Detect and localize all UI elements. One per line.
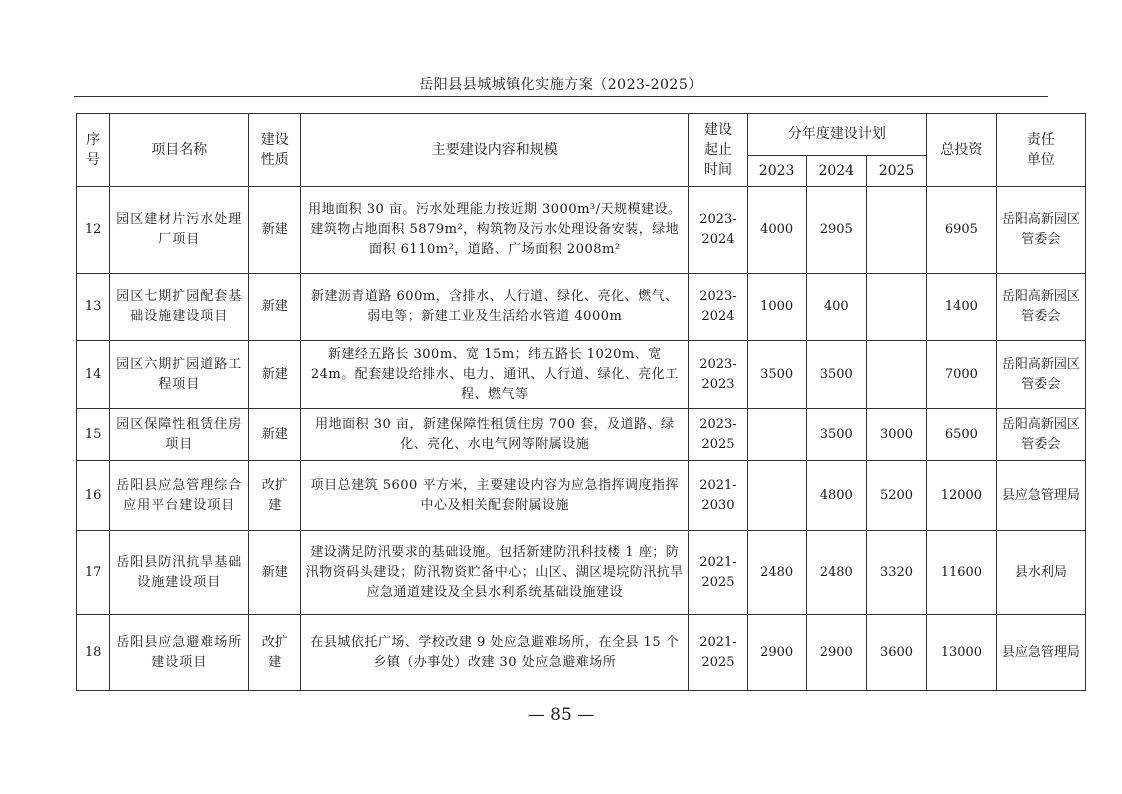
row-project-name: 园区七期扩园配套基础设施建设项目	[110, 274, 249, 341]
row-project-name: 园区建材片污水处理厂项目	[110, 187, 249, 274]
row-content: 项目总建筑 5600 平方米，主要建设内容为应急指挥调度指挥中心及相关配套附属设施	[301, 461, 689, 531]
header-rule	[74, 96, 1048, 97]
row-2025: 3320	[866, 531, 926, 615]
table-row	[77, 341, 1086, 409]
table-row	[77, 274, 1086, 341]
row-content: 在县城依托广场、学校改建 9 处应急避难场所，在全县 15 个乡镇（办事处）改建 30 处应急避难场所	[301, 615, 689, 691]
header-unit: 责任单位	[996, 114, 1085, 187]
row-type-text: 改扩建	[261, 634, 288, 670]
row-period: 2021-2030	[689, 461, 747, 531]
row-seq: 18	[77, 615, 110, 691]
row-2024: 3500	[806, 409, 866, 461]
row-2024: 2480	[806, 531, 866, 615]
row-period: 2023-2025	[689, 409, 747, 461]
header-content: 主要建设内容和规模	[301, 114, 689, 187]
row-2023: 2480	[747, 531, 806, 615]
row-2024: 400	[806, 274, 866, 341]
row-2024: 2905	[806, 187, 866, 274]
row-type: 新建	[249, 187, 301, 274]
row-content: 用地面积 30 亩，新建保障性租赁住房 700 套，及道路、绿化、亮化、水电气网等附属设施	[301, 409, 689, 461]
row-type-text: 改扩建	[261, 477, 288, 513]
row-2025	[866, 341, 926, 409]
row-period: 2023-2024	[689, 274, 747, 341]
row-seq: 12	[77, 187, 110, 274]
row-unit: 岳阳高新园区管委会	[996, 341, 1085, 409]
row-total: 1400	[927, 274, 997, 341]
header-total: 总投资	[927, 114, 997, 187]
row-2023: 3500	[747, 341, 806, 409]
row-seq: 16	[77, 461, 110, 531]
row-project-name: 岳阳县应急避难场所建设项目	[110, 615, 249, 691]
row-project-name: 岳阳县防汛抗旱基础设施建设项目	[110, 531, 249, 615]
header-type: 建设性质	[249, 114, 301, 187]
header-period: 建设起止时间	[689, 114, 747, 187]
header-annual-plan: 分年度建设计划	[747, 114, 927, 156]
document-header-title: 岳阳县县城城镇化实施方案（2023-2025）	[419, 77, 703, 93]
construction-plan-table	[76, 113, 1086, 691]
row-period: 2023-2023	[689, 341, 747, 409]
row-2023: 4000	[747, 187, 806, 274]
row-content: 建设满足防汛要求的基础设施。包括新建防汛科技楼 1 座；防汛物资码头建设；防汛物资贮备中心；山区、湖区堤垸防汛抗旱应急通道建设及全县水利系统基础设施建设	[301, 531, 689, 615]
table-row	[77, 409, 1086, 461]
row-content: 用地面积 30 亩。污水处理能力按近期 3000m³/天规模建设。建筑物占地面积 5879m²，构筑物及污水处理设备安装，绿地面积 6110m²，道路、广场面积 2008m²	[301, 187, 689, 274]
row-content: 新建经五路长 300m、宽 15m；纬五路长 1020m、宽 24m。配套建设给排水、电力、通讯、人行道、绿化、亮化工程、燃气等	[301, 341, 689, 409]
row-period: 2021-2025	[689, 615, 747, 691]
row-unit: 县水利局	[996, 531, 1085, 615]
row-seq: 13	[77, 274, 110, 341]
row-period: 2023-2024	[689, 187, 747, 274]
row-2025: 5200	[866, 461, 926, 531]
row-project-name: 岳阳县应急管理综合应用平台建设项目	[110, 461, 249, 531]
row-2023	[747, 409, 806, 461]
row-type: 新建	[249, 409, 301, 461]
page-number: — 85 —	[527, 705, 595, 725]
row-unit: 岳阳高新园区管委会	[996, 409, 1085, 461]
row-2024: 3500	[806, 341, 866, 409]
row-type	[249, 461, 301, 531]
row-total: 6500	[927, 409, 997, 461]
row-type: 新建	[249, 274, 301, 341]
row-seq: 17	[77, 531, 110, 615]
row-total: 11600	[927, 531, 997, 615]
row-total: 6905	[927, 187, 997, 274]
row-unit: 岳阳高新园区管委会	[996, 187, 1085, 274]
table-row	[77, 461, 1086, 531]
row-type: 新建	[249, 531, 301, 615]
row-2025: 3600	[866, 615, 926, 691]
header-year-2025: 2025	[866, 156, 926, 187]
header-name: 项目名称	[110, 114, 249, 187]
row-unit: 县应急管理局	[996, 461, 1085, 531]
row-2025: 3000	[866, 409, 926, 461]
row-2025	[866, 187, 926, 274]
header-year-2024: 2024	[806, 156, 866, 187]
row-2023: 2900	[747, 615, 806, 691]
row-2024: 4800	[806, 461, 866, 531]
row-2024: 2900	[806, 615, 866, 691]
row-2025	[866, 274, 926, 341]
row-2023: 1000	[747, 274, 806, 341]
header-year-2023: 2023	[747, 156, 806, 187]
row-project-name: 园区六期扩园道路工程项目	[110, 341, 249, 409]
row-type	[249, 615, 301, 691]
row-seq: 14	[77, 341, 110, 409]
row-seq: 15	[77, 409, 110, 461]
row-content: 新建沥青道路 600m，含排水、人行道、绿化、亮化、燃气、弱电等；新建工业及生活给水管道 4000m	[301, 274, 689, 341]
row-unit: 岳阳高新园区管委会	[996, 274, 1085, 341]
header-seq: 序号	[77, 114, 110, 187]
row-unit: 县应急管理局	[996, 615, 1085, 691]
row-total: 7000	[927, 341, 997, 409]
row-type: 新建	[249, 341, 301, 409]
row-project-name: 园区保障性租赁住房项目	[110, 409, 249, 461]
table-row	[77, 531, 1086, 615]
row-period: 2021-2025	[689, 531, 747, 615]
row-total: 13000	[927, 615, 997, 691]
row-total: 12000	[927, 461, 997, 531]
table-row	[77, 187, 1086, 274]
table-row	[77, 615, 1086, 691]
row-2023	[747, 461, 806, 531]
